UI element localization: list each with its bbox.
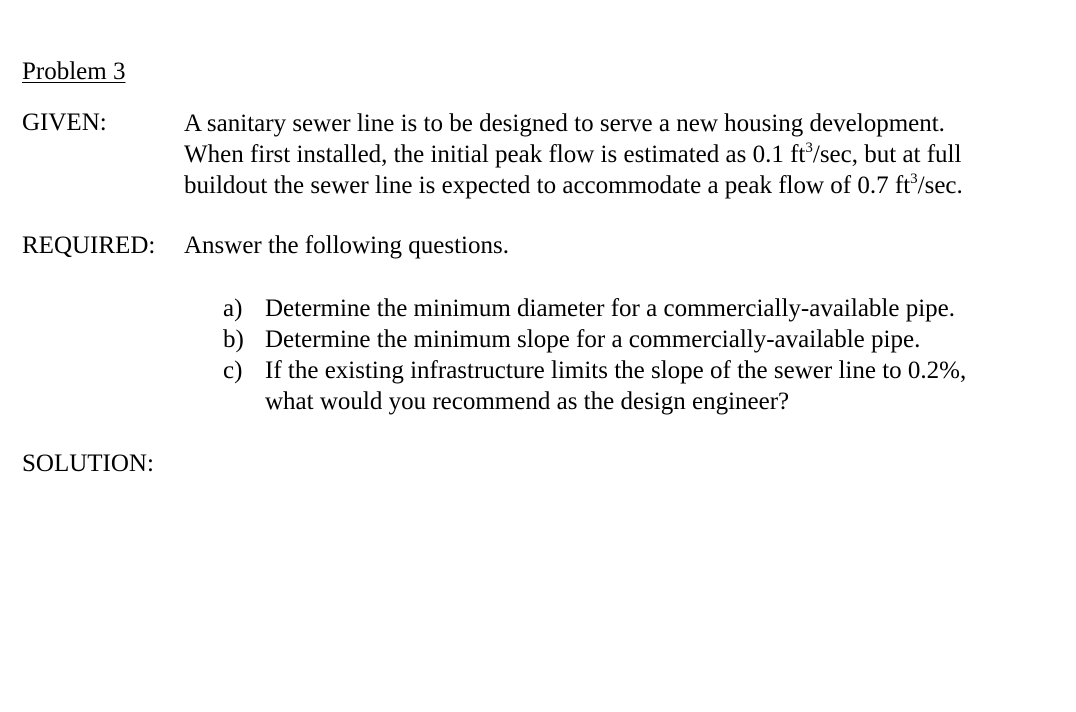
problem-title: Problem 3 (22, 58, 126, 85)
question-c-line-2: what would you recommend as the design engineer? (265, 388, 790, 415)
question-b (223, 324, 966, 355)
question-c-line-1: If the existing infrastructure limits the slope of the sewer line to 0.2%, (265, 357, 967, 384)
question-list (223, 293, 966, 417)
question-marker: c) (223, 357, 243, 384)
required-text: Answer the following questions. (184, 232, 509, 259)
question-marker: b) (223, 326, 244, 353)
question-a-line-1: Determine the minimum diameter for a commercially-available pipe. (265, 295, 956, 322)
cubic-superscript: 3 (805, 139, 813, 156)
question-c (223, 355, 966, 417)
question-text (265, 355, 966, 417)
required-label: REQUIRED: (22, 232, 156, 259)
given-label: GIVEN: (22, 109, 107, 136)
given-line-2 (184, 139, 963, 170)
given-line-3-end: /sec. (917, 172, 963, 199)
given-line-1: A sanitary sewer line is to be designed to serve a new housing development. (184, 110, 945, 137)
given-line-3-start: buildout the sewer line is expected to accommodate a peak flow of 0.7 ft (184, 172, 911, 199)
given-text (184, 108, 963, 201)
question-a (223, 293, 966, 324)
cubic-superscript: 3 (910, 170, 918, 187)
given-line-3 (184, 170, 963, 201)
question-marker: a) (223, 295, 243, 322)
question-b-line-1: Determine the minimum slope for a commercially-available pipe. (265, 326, 921, 353)
question-text (265, 293, 966, 324)
given-line-2-end: /sec, but at full (812, 141, 962, 168)
given-line-2-start: When first installed, the initial peak flow is estimated as 0.1 ft (184, 141, 806, 168)
solution-label: SOLUTION: (22, 450, 154, 477)
question-text (265, 324, 966, 355)
